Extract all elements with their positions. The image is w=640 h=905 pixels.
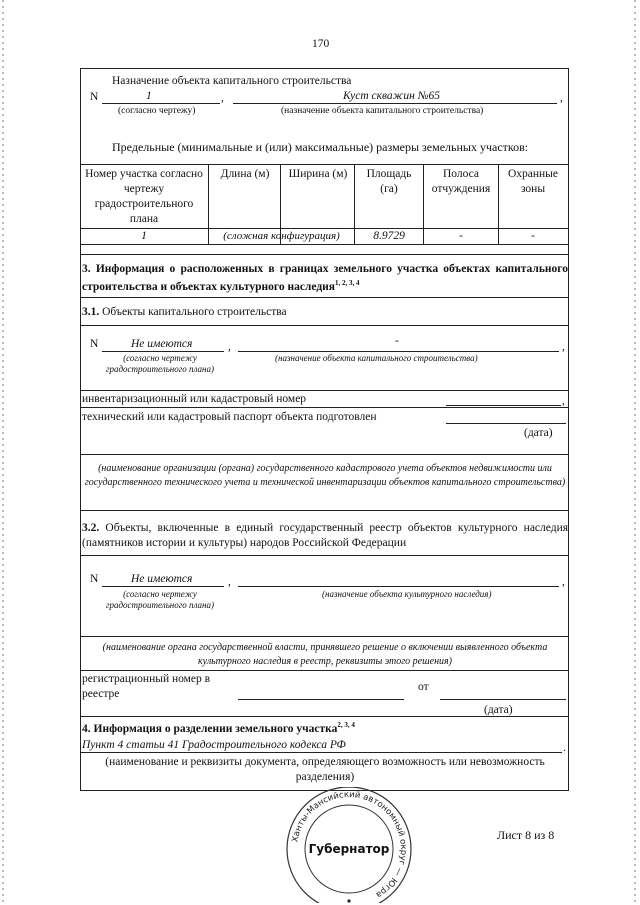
- section4-value-line: [80, 752, 562, 753]
- section4-value: Пункт 4 статьи 41 Градостроительного кодекса РФ: [82, 739, 346, 751]
- section3-top-line: [80, 254, 568, 255]
- section32-caption-drawing: (согласно чертежу градостроительного плана): [105, 589, 215, 610]
- block1-caption-drawing: (согласно чертежу): [118, 106, 196, 116]
- reg-date-line: [440, 699, 566, 700]
- section4-top-line: [80, 716, 568, 717]
- section31-number: 3.1.: [82, 306, 100, 318]
- inventory-text: инвентаризационный или кадастровый номер: [82, 393, 307, 405]
- section32-title: [82, 521, 568, 551]
- section3-heading-text: 3. Информация о расположенных в границах земельного участка объектах капитального строительства и объектах культурного наследия: [82, 263, 568, 293]
- scan-edge-left: [2, 0, 4, 905]
- table-col-line-3: [354, 164, 355, 244]
- section31-line: [80, 325, 568, 326]
- section4-caption: (наименование и реквизиты документа, определяющего возможность или невозможность разделения): [105, 756, 545, 783]
- block1-purpose-value: Куст скважин №65: [343, 90, 441, 102]
- section4-heading-sup: 2, 3, 4: [337, 721, 355, 729]
- section31-title-text: Объекты капитального строительства: [102, 306, 287, 318]
- frame-left: [80, 68, 81, 791]
- reg-date-caption: (дата): [484, 704, 513, 716]
- passport-org-line: [80, 454, 568, 455]
- section3-heading-line: [80, 297, 568, 298]
- section4-dot: .: [563, 742, 566, 754]
- section31-n-value: Не имеются: [131, 338, 193, 350]
- block1-comma2: ,: [560, 92, 563, 104]
- table-header-length: Длина (м): [220, 168, 270, 180]
- section32-top-line: [80, 510, 568, 511]
- section32-n-line: [102, 586, 224, 587]
- section31-n-label: N: [90, 338, 99, 350]
- section32-comma1: ,: [228, 576, 231, 588]
- table-col-line-4: [423, 164, 424, 244]
- table-top-line: [80, 164, 568, 165]
- block1-n-label: N: [90, 91, 99, 103]
- svg-text:Ханты-Мансийский автономный ок: Ханты-Мансийский автономный округ — Югра: [290, 789, 409, 900]
- authority-bottom-line: [80, 670, 568, 671]
- svg-text:Губернатор: Губернатор: [308, 842, 390, 856]
- section31-n-line: [102, 351, 224, 352]
- table-bottom-line: [80, 244, 568, 245]
- page-number: 170: [312, 38, 330, 50]
- block1-n-line: [102, 103, 220, 104]
- table-cell-protect: -: [531, 230, 535, 242]
- frame-right: [568, 68, 569, 791]
- section32-caption-purpose: (назначение объекта культурного наследия): [322, 589, 492, 599]
- section31-title: [82, 305, 287, 319]
- table-header-width: Ширина (м): [288, 168, 348, 180]
- table-cell-area: 8.9729: [373, 230, 405, 242]
- block1-purpose-line: [233, 103, 557, 104]
- section32-number: 3.2.: [82, 522, 100, 534]
- section31-comma2: ,: [562, 341, 565, 353]
- table-header-area: Площадь (га): [366, 168, 412, 195]
- reg-number-line: [238, 699, 404, 700]
- block1-caption-purpose: (назначение объекта капитального строительства): [281, 106, 484, 116]
- table-cell-strip: -: [459, 230, 463, 242]
- section32-purpose-line: [238, 586, 559, 587]
- section31-comma1: ,: [228, 341, 231, 353]
- authority-top-line: [80, 636, 568, 637]
- section4-heading-text: 4. Информация о разделении земельного участка: [82, 722, 338, 735]
- authority-caption: (наименование органа государственной власти, принявшего решение о включении выявленного объекта культурного наследия в реестр, реквизиты этого решения): [102, 642, 548, 667]
- block1-limits-text: Предельные (минимальные и (или) максимальные) размеры земельных участков:: [112, 140, 529, 154]
- block1-n-value: 1: [146, 90, 152, 102]
- table-header-lot-number: Номер участка согласно чертежу градостроительного плана: [85, 168, 203, 225]
- section31-caption-drawing: (согласно чертежу градостроительного плана): [105, 353, 215, 374]
- block1-comma1: ,: [221, 92, 224, 104]
- table-cell-lot: 1: [141, 230, 147, 242]
- sheet-number: Лист 8 из 8: [497, 828, 555, 842]
- inventory-row-line: [80, 407, 568, 408]
- block1-title: Назначение объекта капитального строительства: [112, 75, 352, 87]
- section31-caption-purpose: (назначение объекта капитального строительства): [275, 353, 478, 363]
- org-caption: (наименование организации (органа) государственного кадастрового учета объектов недвижимости или государственного технического учета и технической инвентаризации объектов капитального строительства): [84, 463, 566, 488]
- frame-top: [80, 68, 568, 69]
- table-col-line-5: [498, 164, 499, 244]
- inventory-comma: ,: [562, 395, 565, 407]
- table-col-line-1: [208, 164, 209, 244]
- section3-heading: [82, 262, 568, 294]
- governor-seal: [278, 787, 420, 903]
- reg-line1: регистрационный номер в: [82, 673, 211, 685]
- reg-line2: реестре: [82, 688, 120, 700]
- section32-comma2: ,: [562, 576, 565, 588]
- table-header-strip: Полоса отчуждения: [431, 168, 491, 195]
- section32-n-label: N: [90, 573, 99, 585]
- table-cell-config: (сложная конфигурация): [223, 230, 340, 242]
- inventory-line: [446, 405, 561, 406]
- table-header-protect: Охранные зоны: [507, 168, 559, 195]
- section4-heading: [82, 718, 355, 736]
- section32-title-text: Объекты, включенные в единый государственный реестр объектов культурного наследия (памятников истории и культуры) народов Российской Федерации: [82, 522, 569, 549]
- section31-purpose-line: [238, 351, 559, 352]
- section31-dash: -: [395, 335, 399, 347]
- passport-line: [446, 423, 566, 424]
- section31-caption-line: [80, 390, 568, 391]
- section3-heading-sup: 1, 2, 3, 4: [335, 279, 360, 287]
- passport-text: технический или кадастровый паспорт объекта подготовлен: [82, 411, 377, 423]
- scan-edge-right: [634, 0, 636, 905]
- section32-title-line: [80, 555, 568, 556]
- passport-date-caption: (дата): [524, 427, 553, 439]
- reg-from-label: от: [418, 681, 429, 693]
- section32-n-value: Не имеются: [131, 573, 193, 585]
